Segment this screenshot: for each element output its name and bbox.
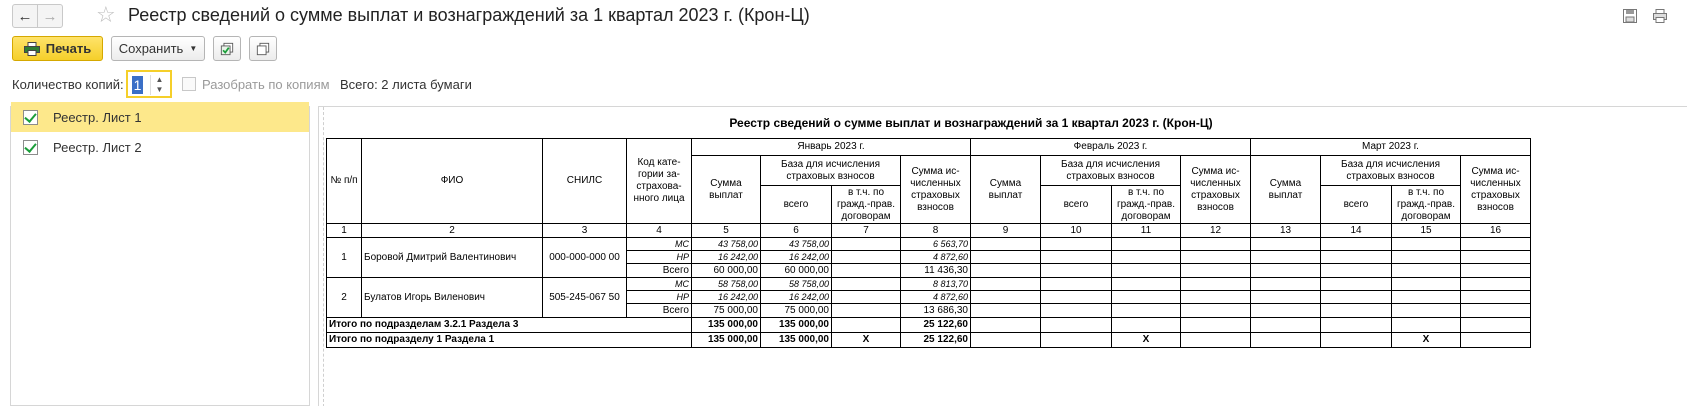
header-contrib: Сумма ис-численных страховых взносов <box>1461 156 1531 224</box>
header-base-civil: в т.ч. по гражд.-прав. договорам <box>1112 186 1181 224</box>
printer-icon <box>24 42 40 56</box>
save-disk-icon[interactable] <box>1622 8 1638 24</box>
base-value: 75 000,00 <box>761 304 832 318</box>
spin-down-icon[interactable]: ▼ <box>155 85 164 94</box>
printer-icon[interactable] <box>1652 8 1668 24</box>
col-number: 8 <box>901 224 971 238</box>
col-number: 14 <box>1321 224 1392 238</box>
col-number: 2 <box>362 224 543 238</box>
pay-value: 75 000,00 <box>692 304 761 318</box>
copies-label: Количество копий: <box>12 77 124 92</box>
header-sum-pay: Сумма выплат <box>692 156 761 224</box>
report-title: Реестр сведений о сумме выплат и вознаграждений за 1 квартал 2023 г. (Крон-Ц) <box>729 116 1213 130</box>
print-button[interactable] <box>12 36 103 61</box>
arrow-right-icon: → <box>42 7 58 25</box>
category-code: НР <box>627 251 692 264</box>
copy-button[interactable] <box>249 36 277 61</box>
category-code: НР <box>627 291 692 304</box>
col-number: 1 <box>327 224 362 238</box>
contrib-value: 6 563,70 <box>901 238 971 251</box>
pay-value: 43 758,00 <box>692 238 761 251</box>
pay-value: 58 758,00 <box>692 278 761 291</box>
total-row <box>327 333 1531 348</box>
total-contrib: 25 122,60 <box>901 333 971 348</box>
title-bar <box>0 0 1687 32</box>
copy-icon <box>256 41 270 57</box>
col-number: 12 <box>1181 224 1251 238</box>
civil-value <box>832 304 901 318</box>
sheet-item-1[interactable] <box>11 102 309 132</box>
header-contrib: Сумма ис-численных страховых взносов <box>901 156 971 224</box>
col-number: 15 <box>1392 224 1461 238</box>
table-row <box>327 278 1531 291</box>
header-base: База для исчисления страховых взносов <box>1321 156 1461 186</box>
category-code: МС <box>627 238 692 251</box>
spin-up-icon[interactable]: ▲ <box>155 75 164 84</box>
total-mar-civil: X <box>1392 333 1461 348</box>
civil-value <box>832 251 901 264</box>
pay-value: 60 000,00 <box>692 264 761 278</box>
col-number: 4 <box>627 224 692 238</box>
header-fio: ФИО <box>362 139 543 224</box>
person-num: 2 <box>327 278 362 318</box>
sheet-item-2[interactable] <box>11 132 309 162</box>
sheet-checkbox[interactable] <box>23 110 38 125</box>
person-fio: Булатов Игорь Виленович <box>362 278 543 318</box>
contrib-value: 13 686,30 <box>901 304 971 318</box>
category-code: Всего <box>627 304 692 318</box>
category-code: Всего <box>627 264 692 278</box>
person-snils: 505-245-067 50 <box>543 278 627 318</box>
col-number: 11 <box>1112 224 1181 238</box>
header-sum-pay: Сумма выплат <box>971 156 1041 224</box>
col-number: 5 <box>692 224 761 238</box>
pay-value: 16 242,00 <box>692 291 761 304</box>
sheets-list <box>10 106 310 406</box>
print-button-label: Печать <box>45 41 92 56</box>
civil-value <box>832 278 901 291</box>
total-sheets-label: Всего: 2 листа бумаги <box>340 77 472 92</box>
total-pay: 135 000,00 <box>692 318 761 333</box>
total-base: 135 000,00 <box>761 333 832 348</box>
table-row <box>327 238 1531 251</box>
column-numbers-row <box>327 224 1531 238</box>
civil-value <box>832 291 901 304</box>
header-sum-pay: Сумма выплат <box>1251 156 1321 224</box>
header-month-jan: Январь 2023 г. <box>692 139 971 156</box>
sheet-label: Реестр. Лист 2 <box>53 139 142 155</box>
col-number: 13 <box>1251 224 1321 238</box>
header-category: Код кате-гории за-страхова-нного лица <box>627 139 692 224</box>
save-dropdown-button[interactable] <box>111 36 205 61</box>
toolbar <box>0 36 1687 64</box>
col-number: 6 <box>761 224 832 238</box>
copies-row <box>0 70 900 100</box>
civil-value <box>832 238 901 251</box>
col-number: 16 <box>1461 224 1531 238</box>
contrib-value: 4 872,60 <box>901 291 971 304</box>
header-month-mar: Март 2023 г. <box>1251 139 1531 156</box>
base-value: 43 758,00 <box>761 238 832 251</box>
person-num: 1 <box>327 238 362 278</box>
contrib-value: 8 813,70 <box>901 278 971 291</box>
collate-label: Разобрать по копиям <box>202 77 330 92</box>
forward-button[interactable] <box>37 4 63 28</box>
window-title: Реестр сведений о сумме выплат и вознаграждений за 1 квартал 2023 г. (Крон-Ц) <box>128 5 810 25</box>
base-value: 16 242,00 <box>761 251 832 264</box>
civil-value <box>832 264 901 278</box>
sheet-checkbox[interactable] <box>23 140 38 155</box>
copies-value: 1 <box>133 77 142 93</box>
sheet-label: Реестр. Лист 1 <box>53 109 142 125</box>
header-num: № п/п <box>327 139 362 224</box>
contrib-value: 11 436,30 <box>901 264 971 278</box>
header-contrib: Сумма ис-численных страховых взносов <box>1181 156 1251 224</box>
total-feb-civil: X <box>1112 333 1181 348</box>
total-contrib: 25 122,60 <box>901 318 971 333</box>
pay-value: 16 242,00 <box>692 251 761 264</box>
total-label: Итого по подразделу 1 Раздела 1 <box>327 333 692 348</box>
copy-check-icon <box>220 41 234 57</box>
contrib-value: 4 872,60 <box>901 251 971 264</box>
col-number: 7 <box>832 224 901 238</box>
header-base-all: всего <box>1041 186 1112 224</box>
header-base-civil: в т.ч. по гражд.-прав. договорам <box>832 186 901 224</box>
person-fio: Боровой Дмитрий Валентинович <box>362 238 543 278</box>
header-base: База для исчисления страховых взносов <box>761 156 901 186</box>
favorite-star-icon[interactable]: ☆ <box>96 2 116 27</box>
header-base-civil: в т.ч. по гражд.-прав. договорам <box>1392 186 1461 224</box>
person-snils: 000-000-000 00 <box>543 238 627 278</box>
col-number: 3 <box>543 224 627 238</box>
base-value: 16 242,00 <box>761 291 832 304</box>
total-label: Итого по подразделам 3.2.1 Раздела 3 <box>327 318 692 333</box>
header-base-all: всего <box>761 186 832 224</box>
arrow-left-icon: ← <box>17 7 33 25</box>
header-snils: СНИЛС <box>543 139 627 224</box>
category-code: МС <box>627 278 692 291</box>
base-value: 58 758,00 <box>761 278 832 291</box>
col-number: 9 <box>971 224 1041 238</box>
header-month-feb: Февраль 2023 г. <box>971 139 1251 156</box>
header-base-all: всего <box>1321 186 1392 224</box>
total-row <box>327 318 1531 333</box>
total-civil: X <box>832 333 901 348</box>
collate-checkbox[interactable] <box>182 77 196 91</box>
total-civil <box>832 318 901 333</box>
save-button-label: Сохранить <box>118 41 184 56</box>
copies-spinner[interactable] <box>150 75 168 95</box>
copies-input[interactable] <box>126 70 172 98</box>
header-base: База для исчисления страховых взносов <box>1041 156 1181 186</box>
total-mar-civil <box>1392 318 1461 333</box>
back-button[interactable] <box>12 4 38 28</box>
col-number: 10 <box>1041 224 1112 238</box>
dropdown-arrow-icon: ▼ <box>189 44 198 53</box>
total-base: 135 000,00 <box>761 318 832 333</box>
register-table <box>326 138 1531 348</box>
total-feb-civil <box>1112 318 1181 333</box>
base-value: 60 000,00 <box>761 264 832 278</box>
copy-settings-button[interactable] <box>213 36 241 61</box>
total-pay: 135 000,00 <box>692 333 761 348</box>
